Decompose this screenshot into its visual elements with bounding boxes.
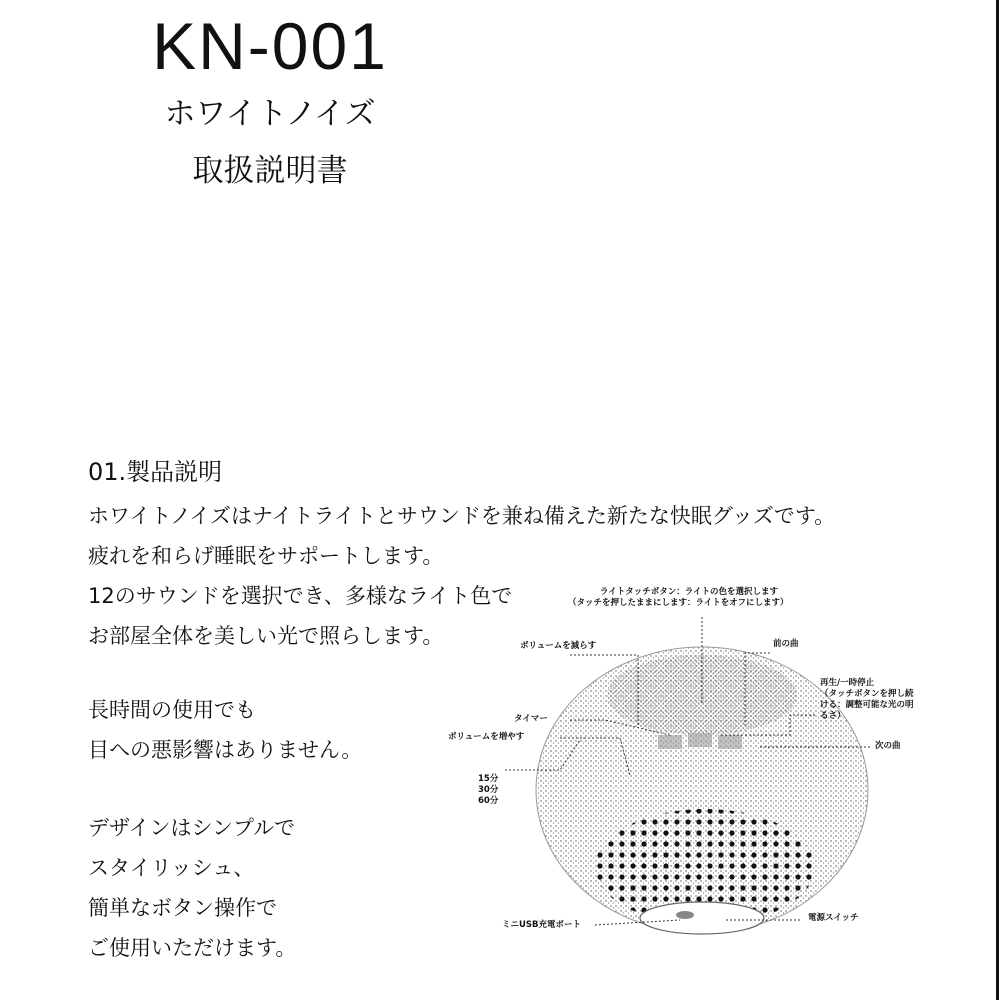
volume-up-label: ボリュームを増やす <box>448 732 525 742</box>
paragraph-eye-safety <box>88 690 362 770</box>
text-line: 長時間の使用でも <box>88 698 256 722</box>
callout-text: （タッチボタンを押し続 <box>820 689 914 699</box>
section-heading: 01.製品説明 <box>88 458 223 486</box>
text-line: 目への悪影響はありません。 <box>88 738 363 762</box>
timer-option-60: 60分 <box>478 796 499 806</box>
usb-port-label: ミニUSB充電ポート <box>502 920 582 930</box>
power-switch-label: 電源スイッチ <box>808 913 859 923</box>
text-line: スタイリッシュ、 <box>88 856 255 880</box>
page-border <box>996 0 999 1000</box>
device-illustration <box>430 575 995 950</box>
model-number: KN-001 <box>152 9 388 83</box>
timer-option-30: 30分 <box>478 785 499 795</box>
callout-text: （タッチを押したままにします：ライトをオフにします） <box>568 598 789 608</box>
text-line: 簡単なボタン操作で <box>88 896 277 920</box>
previous-track-label: 前の曲 <box>773 639 799 649</box>
next-track-label: 次の曲 <box>875 741 901 751</box>
text-line: ホワイトノイズはナイトライトとサウンドを兼ね備えた新たな快眠グッズです。 <box>88 504 836 528</box>
text-line: ご使用いただけます。 <box>88 936 297 960</box>
device-base <box>640 902 764 934</box>
manual-title: 取扱説明書 <box>192 153 348 189</box>
product-subtitle: ホワイトノイズ <box>164 96 376 132</box>
product-diagram <box>430 575 995 950</box>
callout-text: 再生/一時停止 <box>820 678 875 688</box>
timer-label: タイマー <box>514 714 548 724</box>
callout-text: ライトタッチボタン：ライトの色を選択します <box>600 587 778 597</box>
text-line: 疲れを和らげ睡眠をサポートします。 <box>88 544 444 568</box>
timer-options <box>478 774 498 807</box>
timer-option-15: 15分 <box>478 774 499 784</box>
callout-text: るさ） <box>820 711 846 721</box>
play-pause-label <box>820 678 914 722</box>
text-line: 12のサウンドを選択でき、多様なライト色で <box>88 584 513 608</box>
paragraph-design <box>88 808 296 968</box>
text-line: デザインはシンプルで <box>88 816 296 840</box>
text-line: お部屋全体を美しい光で照らします。 <box>88 624 444 648</box>
callout-text: ける：調整可能な光の明 <box>820 700 914 710</box>
light-button-label <box>568 587 789 609</box>
volume-down-label: ボリュームを減らす <box>520 641 597 651</box>
